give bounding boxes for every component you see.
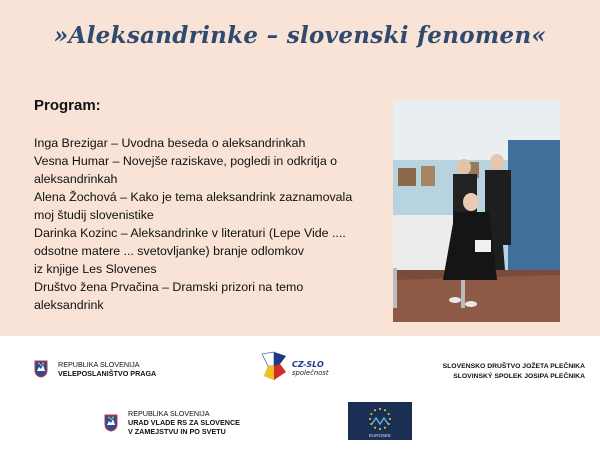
embassy-line2: VELEPOSLANIŠTVO PRAGA bbox=[58, 369, 157, 378]
program-line: odsotne matere ... svetovljanke) branje odlomkov bbox=[34, 244, 304, 258]
embassy-logo bbox=[34, 360, 156, 378]
plecnik-line2: SLOVINSKÝ SPOLEK JOSIPA PLEČNIKA bbox=[453, 373, 585, 380]
program-line: moj študij slovenistike bbox=[34, 208, 154, 222]
program-line: Društvo žena Prvačina – Dramski prizori na temo bbox=[34, 280, 304, 294]
czech-slovene-flag-icon bbox=[260, 350, 288, 387]
plecnik-society-logo bbox=[395, 362, 585, 382]
program-line: Inga Brezigar – Uvodna beseda o aleksandrinkah bbox=[34, 136, 306, 150]
program-line: Darinka Kozinc – Aleksandrinke v literaturi (Lepe Vide .... bbox=[34, 226, 346, 240]
czslo-title: CZ-SLO bbox=[292, 360, 324, 369]
program-line: aleksandrinkah bbox=[34, 172, 118, 186]
slovenia-coat-of-arms-icon bbox=[104, 414, 118, 432]
program-heading: Program: bbox=[34, 97, 101, 114]
eu-stars-logo-icon bbox=[348, 402, 412, 440]
czslo-logo bbox=[260, 350, 329, 387]
embassy-line1: REPUBLIKA SLOVENIJA bbox=[58, 360, 140, 369]
slide-title: »Aleksandrinke – slovenski fenomen« bbox=[53, 22, 547, 49]
program-line: Alena Žochová – Kako je tema aleksandrink zaznamovala bbox=[34, 190, 353, 204]
urad-line2: URAD VLADE RS ZA SLOVENCE bbox=[128, 418, 240, 427]
program-list bbox=[34, 134, 384, 314]
program-line: iz knjige Les Slovenes bbox=[34, 262, 157, 276]
urad-line3: V ZAMEJSTVU IN PO SVETU bbox=[128, 427, 226, 436]
urad-logo bbox=[104, 409, 240, 436]
program-line: aleksandrink bbox=[34, 298, 104, 312]
czslo-subtitle: společnost bbox=[292, 369, 329, 377]
urad-line1: REPUBLIKA SLOVENIJA bbox=[128, 409, 210, 418]
plecnik-line1: SLOVENSKO DRUŠTVO JOŽETA PLEČNIKA bbox=[442, 363, 585, 370]
program-line: Vesna Humar – Novejše raziskave, pogledi in odkritja o bbox=[34, 154, 338, 168]
sponsor-logos-bar bbox=[0, 336, 600, 450]
eu-logo bbox=[348, 402, 412, 440]
eu-caption: EUROSEE bbox=[368, 433, 391, 438]
slovenia-coat-of-arms-icon bbox=[34, 360, 48, 378]
photo-women-in-period-costume bbox=[393, 100, 560, 322]
